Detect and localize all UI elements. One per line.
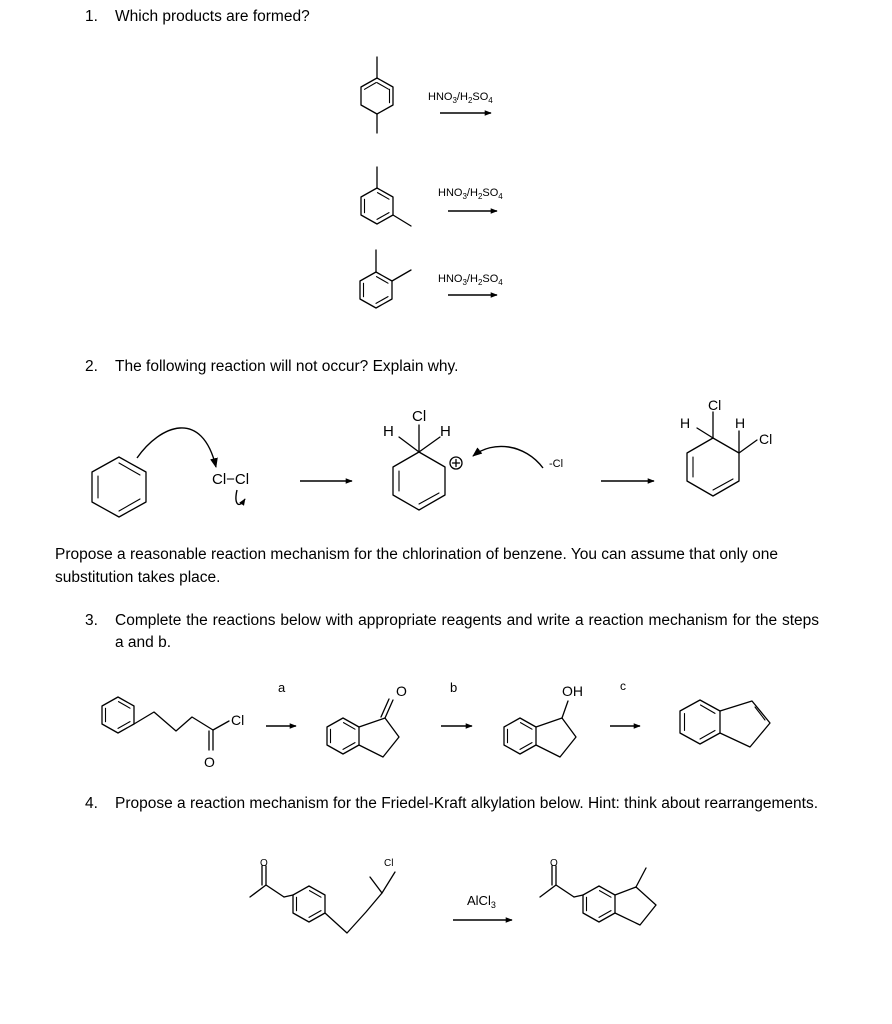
curved-arrow-chloride-attack [473, 446, 543, 468]
acid-chloride-o-label: O [204, 754, 215, 770]
o-xylene-structure [361, 167, 411, 226]
acid-chloride-structure [102, 697, 229, 750]
product-cl-right-label: Cl [759, 431, 773, 447]
q1-reagent-1: $HNO_3/H_2SO_4$ [428, 91, 493, 105]
arenium-h-left-label: H [383, 423, 394, 440]
chlorine-molecule-label: Cl−Cl [212, 471, 250, 488]
indanol-oh-label: OH [562, 683, 583, 699]
question-3-number: 3. [85, 612, 98, 629]
arenium-cl-label: Cl [412, 408, 427, 425]
reactant-o-label: O [260, 858, 268, 869]
acid-chloride-cl-label: Cl [231, 712, 245, 728]
curved-arrow-benzene-to-chlorine [137, 428, 216, 467]
q1-reagent-3: $HNO_3/H_2SO_4$ [438, 273, 503, 287]
indanone-structure [327, 699, 399, 757]
question-4-text: Propose a reaction mechanism for the Friedel-Kraft alkylation below. Hint: think about rearrangements. [115, 795, 819, 812]
friedel-crafts-reactant-structure [250, 866, 395, 933]
step-a-label: a [278, 680, 286, 695]
arenium-ion-structure [393, 425, 462, 510]
question-2-instruction: Propose a reasonable reaction mechanism for the chlorination of benzene. You can assume that only one substitution takes place. [55, 546, 778, 586]
question-1-number: 1. [85, 8, 98, 25]
arenium-h-right-label: H [440, 423, 451, 440]
indanone-o-label: O [396, 683, 407, 699]
benzene-structure [92, 457, 146, 517]
dichloro-product-structure [687, 412, 757, 496]
question-1-text: Which products are formed? [115, 8, 310, 25]
lewis-acid-label: AlCl$_3$ [467, 893, 496, 910]
indene-structure [680, 700, 770, 747]
p-xylene-structure [361, 57, 393, 133]
chloride-label: -Cl [549, 458, 564, 470]
reactant-cl-label: Cl [384, 858, 394, 869]
product-h-left-label: H [680, 415, 691, 431]
step-c-label: c [620, 679, 626, 693]
indanol-structure [504, 701, 576, 757]
product-h-right-label: H [735, 415, 746, 431]
step-b-label: b [450, 680, 458, 695]
question-4-number: 4. [85, 795, 98, 812]
m-xylene-structure [360, 250, 411, 308]
product-cl-top-label: Cl [708, 397, 722, 413]
product-o-label: O [550, 858, 558, 869]
friedel-crafts-product-structure [540, 866, 656, 925]
question-2-text: The following reaction will not occur? Explain why. [115, 358, 459, 375]
curved-arrow-cl-cl-bond [236, 490, 245, 504]
question-3-text: Complete the reactions below with appropriate reagents and write a reaction mechanism for the steps a and b. [115, 612, 819, 651]
question-2-number: 2. [85, 358, 98, 375]
q1-reagent-2: $HNO_3/H_2SO_4$ [438, 187, 503, 201]
